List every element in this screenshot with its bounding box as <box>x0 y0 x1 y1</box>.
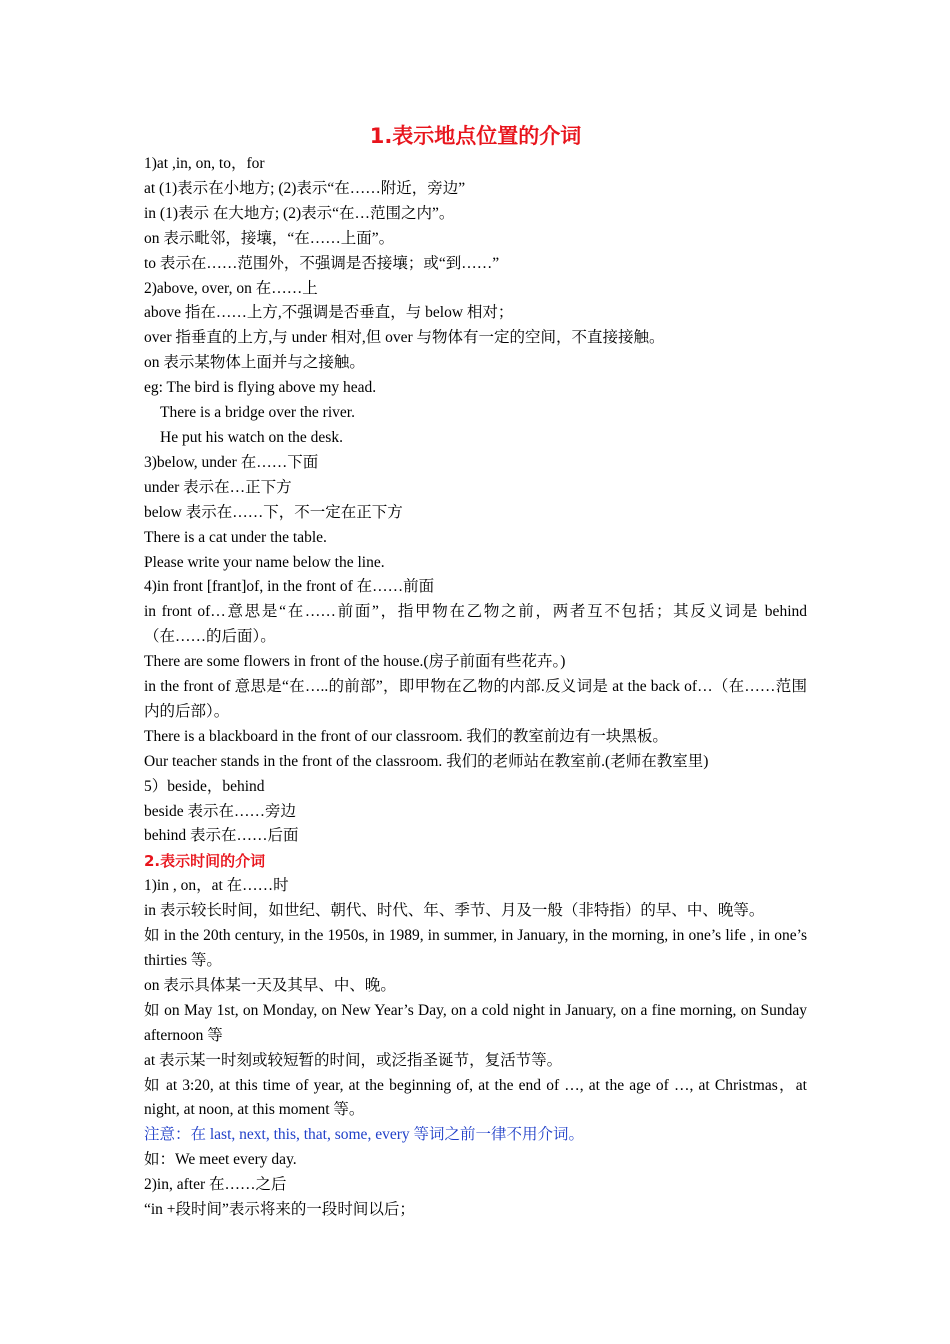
text-line: at 表示某一时刻或较短暂的时间，或泛指圣诞节，复活节等。 <box>144 1051 563 1069</box>
text-line: to 表示在……范围外，不强调是否接壤；或“到……” <box>144 254 500 272</box>
text-line: beside 表示在……旁边 <box>144 802 296 820</box>
text-line: “in +段时间”表示将来的一段时间以后； <box>144 1201 415 1219</box>
text-line: on 表示具体某一天及其早、中、晚。 <box>144 976 396 994</box>
section-heading: 2.表示时间的介词 <box>144 852 266 871</box>
text-paragraph: in front of…意思是“在……前面”，指甲物在乙物之前，两者互不包括；其反义词是 behind（在……的后面）。 <box>144 603 807 646</box>
text-paragraph: 如 at 3:20, at this time of year, at the beginning of, at the end of …, at the age of …, at Christmas，at night, at noon, at this moment 等。 <box>144 1076 807 1119</box>
text-line: 2)in, after 在……之后 <box>144 1176 287 1194</box>
text-line: behind 表示在……后面 <box>144 827 299 845</box>
text-line: in (1)表示 在大地方; (2)表示“在…范围之内”。 <box>144 204 455 222</box>
example-line: There are some flowers in front of the house.(房子前面有些花卉。) <box>144 653 566 671</box>
text-line: under 表示在…正下方 <box>144 478 292 496</box>
text-line: 1)in , on，at 在……时 <box>144 877 289 895</box>
document-page <box>144 120 807 1223</box>
note-line: 注意：在 last, next, this, that, some, every 等词之前一律不用介词。 <box>144 1126 584 1144</box>
text-paragraph: 如 in the 20th century, in the 1950s, in 1989, in summer, in January, in the morning, in one’s life , in one’s thirties 等。 <box>144 927 807 969</box>
text-line: 5）beside，behind <box>144 777 265 795</box>
example-line: He put his watch on the desk. <box>160 428 343 446</box>
text-line: over 指垂直的上方,与 under 相对,但 over 与物体有一定的空间，不直接接触。 <box>144 329 665 347</box>
text-line: on 表示毗邻，接壤，“在……上面”。 <box>144 229 395 247</box>
text-line: at (1)表示在小地方; (2)表示“在……附近，旁边” <box>144 179 466 197</box>
text-line: 2)above, over, on 在……上 <box>144 279 318 297</box>
text-line: below 表示在……下，不一定在正下方 <box>144 503 403 521</box>
example-line: There is a blackboard in the front of our classroom. 我们的教室前边有一块黑板。 <box>144 727 668 745</box>
text-paragraph: in the front of 意思是“在…..的前部”，即甲物在乙物的内部.反义词是 at the back of…（在……范围内的后部）。 <box>144 678 807 720</box>
example-line: Please write your name below the line. <box>144 553 385 571</box>
text-line: 3)below, under 在……下面 <box>144 453 319 471</box>
text-line: 4)in front [frant]of, in the front of 在……前面 <box>144 578 435 596</box>
example-line: 如：We meet every day. <box>144 1151 297 1169</box>
text-paragraph: 如 on May 1st, on Monday, on New Year’s Day, on a cold night in January, on a fine morning, on Sunday afternoon 等 <box>144 1001 807 1044</box>
text-line: above 指在……上方,不强调是否垂直，与 below 相对； <box>144 304 514 322</box>
page-title: 1.表示地点位置的介词 <box>369 124 582 148</box>
example-line: There is a bridge over the river. <box>160 404 355 422</box>
example-line: Our teacher stands in the front of the classroom. 我们的老师站在教室前.(老师在教室里) <box>144 752 709 770</box>
text-line: in 表示较长时间，如世纪、朝代、时代、年、季节、月及一般（非特指）的早、中、晚等。 <box>144 902 765 920</box>
example-line: There is a cat under the table. <box>144 528 327 546</box>
text-line: 1)at ,in, on, to，for <box>144 155 265 172</box>
text-line: on 表示某物体上面并与之接触。 <box>144 354 365 372</box>
example-line: eg: The bird is flying above my head. <box>144 379 377 397</box>
